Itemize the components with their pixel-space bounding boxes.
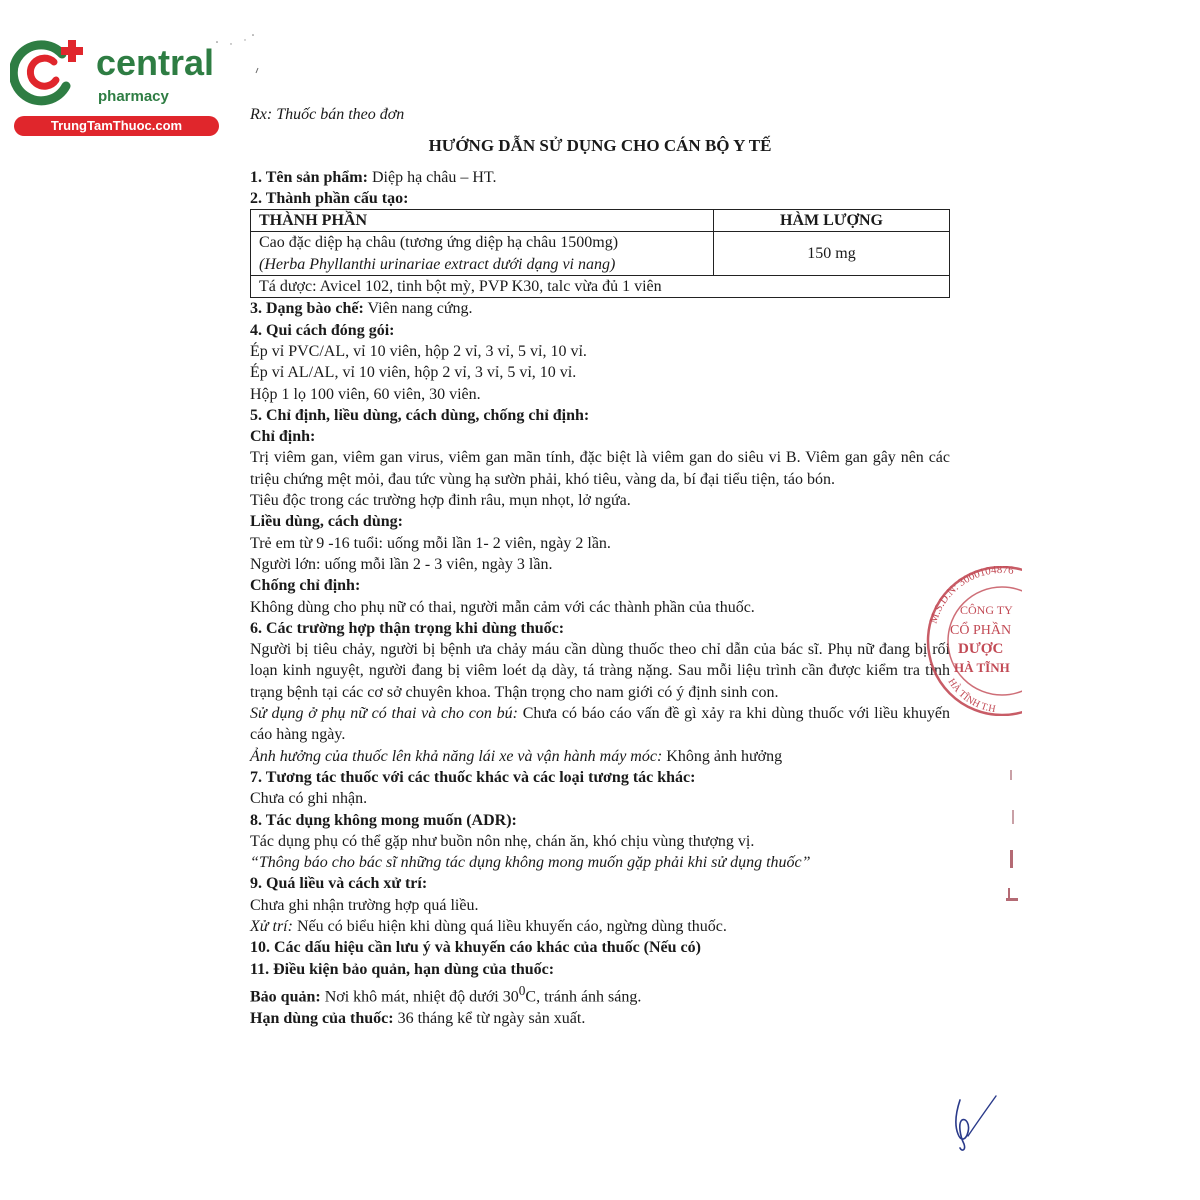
- ingredient-name: Cao đặc diệp hạ châu (tương ứng diệp hạ châu 1500mg): [259, 234, 619, 252]
- dosage-label: Liều dùng, cách dùng:: [250, 513, 403, 531]
- header-amount: HÀM LƯỢNG: [714, 210, 950, 232]
- packaging-line: Ép vỉ PVC/AL, vỉ 10 viên, hộp 2 vỉ, 3 vỉ, 5 vỉ, 10 vỉ.: [250, 342, 587, 360]
- storage-label: Bảo quản:: [250, 988, 321, 1006]
- pregnancy-text: Chưa có báo cáo vấn đề gì xảy ra khi dùng thuốc với liều khuyến cáo hàng ngày.: [250, 705, 950, 744]
- stamp-line-3: DƯỢC: [958, 641, 1004, 657]
- handwritten-signature-icon: [946, 1090, 1000, 1156]
- section-1-label: 1. Tên sản phẩm:: [250, 168, 368, 186]
- adr-text: Tác dụng phụ có thể gặp như buồn nôn nhẹ, chán ăn, khó chịu vùng thượng vị.: [250, 832, 755, 850]
- packaging-line: Hộp 1 lọ 100 viên, 60 viên, 30 viên.: [250, 385, 481, 403]
- section-5-label: 5. Chỉ định, liều dùng, cách dùng, chống chỉ định:: [250, 406, 590, 424]
- header-ingredient: THÀNH PHẦN: [251, 210, 714, 232]
- contraindication-label: Chống chỉ định:: [250, 577, 361, 595]
- packaging-line: Ép vỉ AL/AL, vỉ 10 viên, hộp 2 vỉ, 3 vỉ, 5 vỉ, 10 vỉ.: [250, 364, 577, 382]
- pregnancy-label: Sử dụng ở phụ nữ có thai và cho con bú:: [250, 705, 518, 723]
- composition-header-row: [251, 210, 950, 232]
- excipient-cell: Tá dược: Avicel 102, tinh bột mỳ, PVP K30, talc vừa đủ 1 viên: [251, 276, 950, 298]
- driving-note: [250, 746, 950, 767]
- expiry-text: 36 tháng kể từ ngày sản xuất.: [393, 1009, 586, 1027]
- indication-text: Trị viêm gan, viêm gan virus, viêm gan mãn tính, đặc biệt là viêm gan do siêu vi B. Viêm gan gây nên các triệu chứng mệt mỏi, đau tức vùng hạ sườn phải, khó tiêu, vàng da, bí đại tiểu tiện, táo bón.: [250, 449, 950, 488]
- section-9-label: 9. Quá liều và cách xử trí:: [250, 875, 428, 893]
- scan-specks: [205, 30, 275, 80]
- section-1: [250, 167, 950, 188]
- logo-site-badge: TrungTamThuoc.com: [14, 116, 219, 136]
- overdose-treatment: [250, 916, 950, 937]
- stamp-line-1: CÔNG TY: [960, 603, 1013, 617]
- dosage-line: Trẻ em từ 9 -16 tuổi: uống mỗi lần 1- 2 viên, ngày 2 lần.: [250, 534, 611, 552]
- section-11-label: 11. Điều kiện bảo quản, hạn dùng của thuốc:: [250, 960, 555, 978]
- composition-table: [250, 209, 950, 298]
- section-1-value: Diệp hạ châu – HT.: [367, 168, 497, 186]
- section-4-label: 4. Qui cách đóng gói:: [250, 321, 395, 339]
- company-stamp: [912, 566, 1022, 716]
- overdose-text: Chưa ghi nhận trường hợp quá liều.: [250, 896, 479, 914]
- rx-note: Rx: Thuốc bán theo đơn: [250, 106, 405, 123]
- central-pharmacy-logo: [10, 36, 220, 136]
- indication-label: Chỉ định:: [250, 428, 316, 446]
- driving-label: Ảnh hưởng của thuốc lên khả năng lái xe và vận hành máy móc:: [250, 747, 663, 765]
- stamp-line-2: CỔ PHẦN: [950, 623, 1012, 638]
- logo-sub-text: pharmacy: [98, 88, 169, 105]
- stamp-bottom-text: HÀ TĨNH T.H: [945, 676, 997, 716]
- section-10-label: 10. Các dấu hiệu cần lưu ý và khuyến cáo khác của thuốc (Nếu có): [250, 939, 701, 957]
- stamp-ring-text: M.S.D.N: 3000104876: [927, 566, 1015, 626]
- amount-cell: 150 mg: [714, 232, 950, 276]
- adr-quote: “Thông báo cho bác sĩ những tác dụng không mong muốn gặp phải khi sử dụng thuốc”: [250, 854, 811, 872]
- scan-edge-marks: [1004, 770, 1020, 920]
- section-2-label: 2. Thành phần cấu tạo:: [250, 189, 409, 207]
- storage-degree-sup: 0: [518, 982, 526, 998]
- expiry-line: [250, 1008, 950, 1029]
- storage-text-a: Nơi khô mát, nhiệt độ dưới 30: [320, 988, 519, 1006]
- indication-text-2: Tiêu độc trong các trường hợp đinh râu, mụn nhọt, lở ngứa.: [250, 492, 631, 510]
- precaution-text: Người bị tiêu chảy, người bị bệnh ưa chảy máu cần dùng thuốc theo chỉ dẫn của bác sĩ. Phụ nữ đang bị rối loạn kinh nguyệt, người đang bị viêm loét dạ dày, tá tràng nặng. Sau mỗi liệu trình cần được kiểm tra tình trạng bệnh tại các cơ sở chuyên khoa. Thận trọng cho nam giới có ý định sinh con.: [250, 641, 950, 701]
- pregnancy-note: [250, 703, 950, 746]
- section-3: [250, 298, 950, 319]
- ingredient-latin: (Herba Phyllanthi urinariae extract dưới dạng vi nang): [259, 255, 616, 273]
- pharmacy-cross-logo-icon: [10, 36, 90, 106]
- logo-brand-text: central: [96, 42, 215, 83]
- stamp-seal-icon: [912, 566, 1022, 716]
- contraindication-text: Không dùng cho phụ nữ có thai, người mẫn cảm với các thành phần của thuốc.: [250, 598, 755, 616]
- storage-line: [250, 980, 950, 1008]
- section-7-label: 7. Tương tác thuốc với các thuốc khác và các loại tương tác khác:: [250, 768, 696, 786]
- expiry-label: Hạn dùng của thuốc:: [250, 1009, 394, 1027]
- section-8-label: 8. Tác dụng không mong muốn (ADR):: [250, 811, 517, 829]
- interaction-text: Chưa có ghi nhận.: [250, 790, 368, 808]
- treatment-text: Nếu có biểu hiện khi dùng quá liều khuyến cáo, ngừng dùng thuốc.: [292, 917, 727, 935]
- storage-text-b: C, tránh ánh sáng.: [525, 988, 642, 1006]
- section-6-label: 6. Các trường hợp thận trọng khi dùng thuốc:: [250, 619, 565, 637]
- section-3-value: Viên nang cứng.: [363, 300, 473, 318]
- composition-row: [251, 232, 950, 276]
- stamp-line-4: HÀ TĨNH: [954, 660, 1010, 675]
- excipient-row: [251, 276, 950, 298]
- document-title: HƯỚNG DẪN SỬ DỤNG CHO CÁN BỘ Y TẾ: [428, 136, 772, 156]
- treatment-label: Xử trí:: [250, 917, 293, 935]
- ingredient-cell: [251, 232, 714, 276]
- driving-text: Không ảnh hưởng: [662, 747, 783, 765]
- dosage-line: Người lớn: uống mỗi lần 2 - 3 viên, ngày 3 lần.: [250, 555, 553, 573]
- section-3-label: 3. Dạng bào chế:: [250, 300, 364, 318]
- instruction-document: [250, 104, 950, 1029]
